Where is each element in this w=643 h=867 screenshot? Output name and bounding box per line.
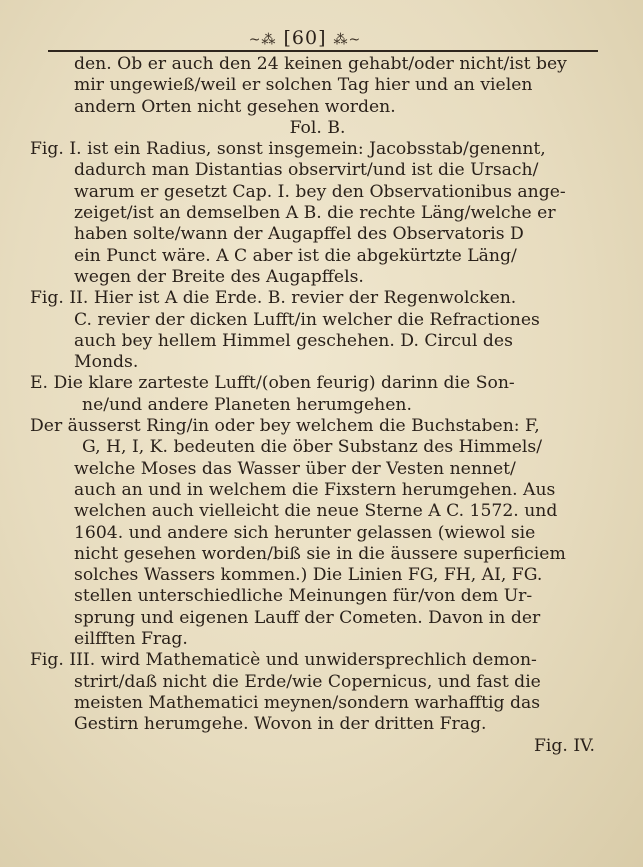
text-line: dadurch man Distantias observirt/und ist die Ursach/ <box>74 160 539 181</box>
text-line: eilfften Frag. <box>74 629 188 650</box>
text-line: ein Punct wäre. A C aber ist die abgekürtzte Läng/ <box>74 245 517 266</box>
ornament-right: ⁂~ <box>333 32 362 48</box>
text-line: nicht gesehen worden/biß sie in die äussere superficiem <box>74 543 566 564</box>
text-line: meisten Mathematici meynen/sondern warhafftig das <box>74 692 541 713</box>
text-line: auch bey hellem Himmel geschehen. D. Circul des <box>74 330 513 351</box>
text-line: Der äusserst Ring/in oder bey welchem die Buchstaben: F, <box>30 416 540 437</box>
text-line: den. Ob er auch den 24 keinen gehabt/oder nicht/ist bey <box>74 54 567 74</box>
text-line: Fol. B. <box>289 117 346 138</box>
text-line: welche Moses das Wasser über der Vesten nennet/ <box>74 458 516 479</box>
text-line: Monds. <box>74 352 139 373</box>
text-line: zeiget/ist an demselben A B. die rechte Läng/welche er <box>74 203 556 224</box>
text-line: stellen unterschiedliche Meinungen für/von dem Ur- <box>74 586 533 607</box>
text-line: ne/und andere Planeten herumgehen. <box>82 394 412 415</box>
text-line: E. Die klare zarteste Lufft/(oben feurig) darinn die Son- <box>30 373 515 394</box>
text-line: welchen auch vielleicht die neue Sterne A C. 1572. und <box>74 501 558 522</box>
text-line: 1604. und andere sich herunter gelassen (wiewol sie <box>74 522 536 543</box>
text-line: strirt/daß nicht die Erde/wie Copernicus, und fast die <box>74 671 541 692</box>
text-line: warum er gesetzt Cap. I. bey den Observationibus ange- <box>74 181 566 202</box>
text-line: Fig. III. wird Mathematicè und unwidersprechlich demon- <box>30 650 537 671</box>
text-line: andern Orten nicht gesehen worden. <box>74 96 396 117</box>
text-line: wegen der Breite des Augapffels. <box>74 266 364 287</box>
page-body <box>30 54 605 757</box>
text-line: haben solte/wann der Augapffel des Observatoris D <box>74 224 524 245</box>
text-line: Fig. I. ist ein Radius, sonst insgemein: Jacobsstab/genennt, <box>30 139 546 160</box>
text-line: G, H, I, K. bedeuten die öber Substanz des Himmels/ <box>82 437 543 458</box>
page-header <box>230 26 380 50</box>
text-line: Fig. II. Hier ist A die Erde. B. revier der Regenwolcken. <box>30 288 517 309</box>
text-line: C. revier der dicken Lufft/in welcher die Refractiones <box>74 309 540 330</box>
text-line: solches Wassers kommen.) Die Linien FG, FH, AI, FG. <box>74 565 543 586</box>
ornament-left: ~⁂ <box>248 32 277 48</box>
text-line: mir ungewieß/weil er solchen Tag hier und an vielen <box>74 75 533 96</box>
text-line: sprung und eigenen Lauff der Cometen. Davon in der <box>74 607 541 628</box>
text-line: Fig. IV. <box>533 735 595 756</box>
header-rule <box>48 50 598 52</box>
text-line: Gestirn herumgehe. Wovon in der dritten Frag. <box>74 714 487 735</box>
page-number: [60] <box>283 27 327 49</box>
text-line: auch an und in welchem die Fixstern herumgehen. Aus <box>74 479 556 500</box>
